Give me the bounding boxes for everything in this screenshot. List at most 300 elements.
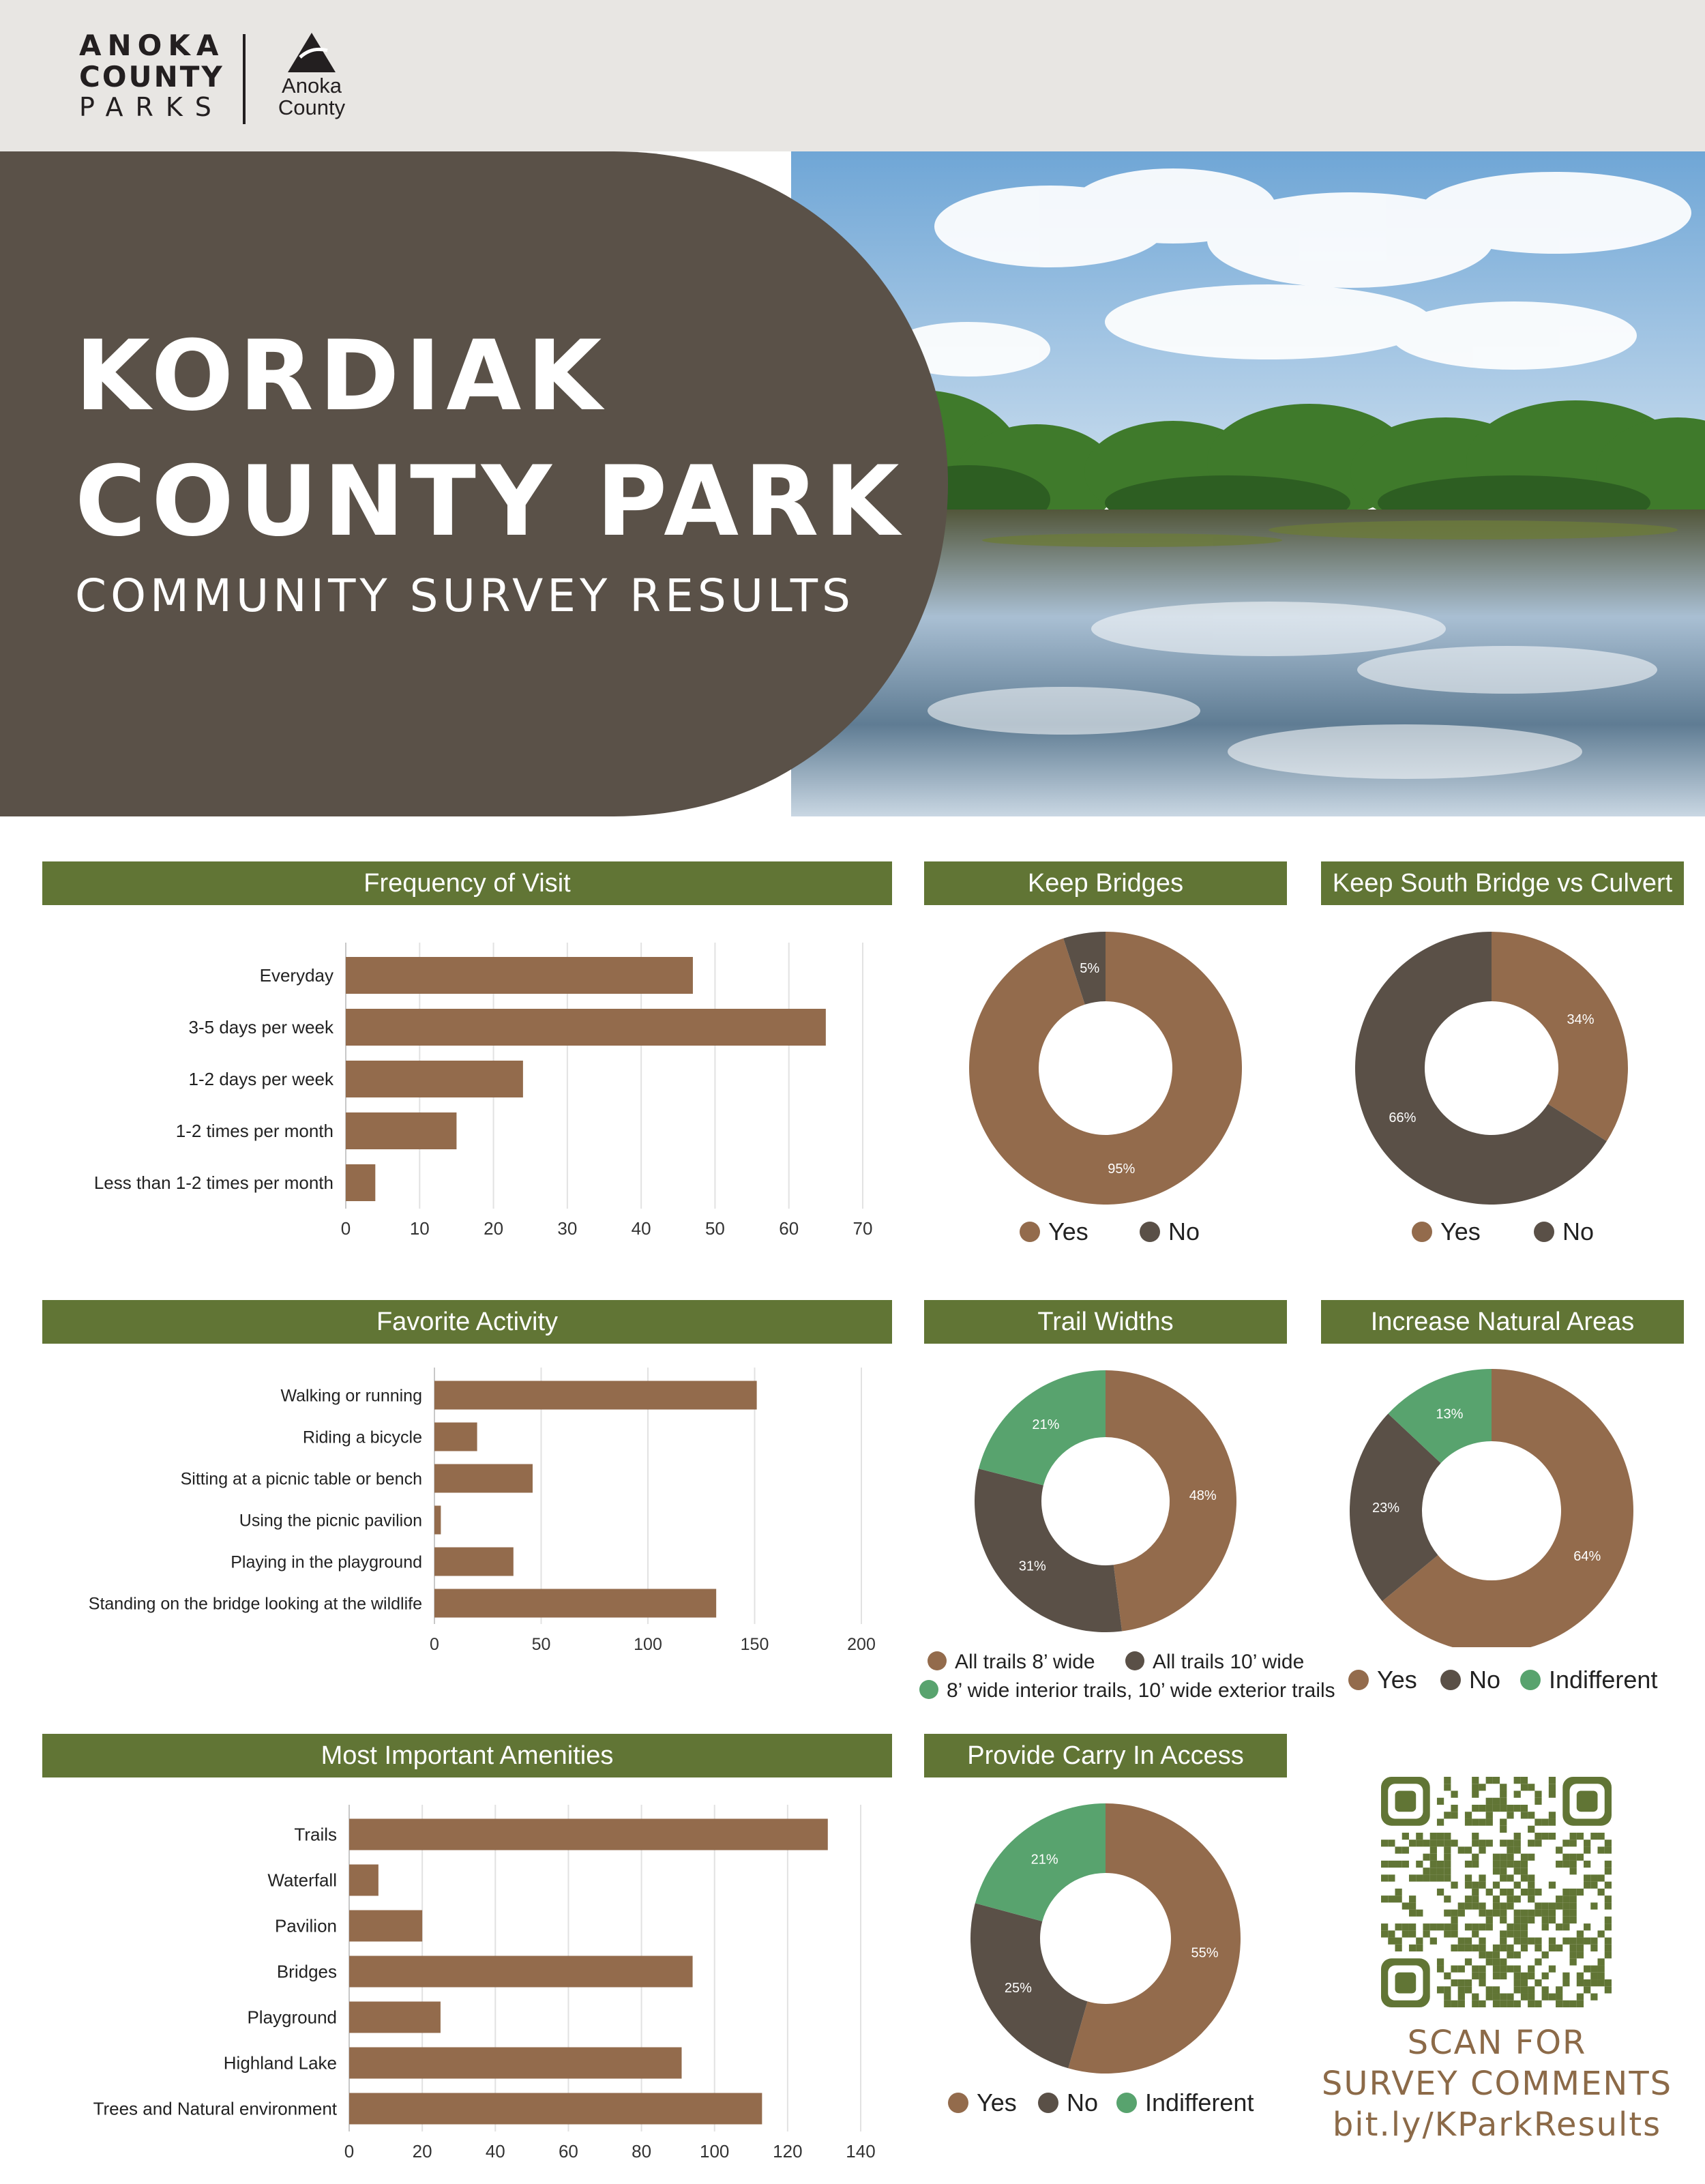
x-tick-label: 100 — [700, 2141, 730, 2161]
legend-label: No — [1562, 1218, 1595, 1245]
qr-module — [1514, 1790, 1521, 1797]
qr-module — [1598, 1958, 1605, 1965]
qr-module — [1514, 1930, 1521, 1937]
amenities-header: Most Important Amenities — [42, 1734, 892, 1777]
qr-module — [1444, 2001, 1451, 2007]
qr-module — [1486, 1994, 1493, 2001]
qr-module — [1444, 1895, 1451, 1902]
qr-module — [1528, 1966, 1535, 1973]
qr-module — [1590, 1902, 1597, 1909]
legend-item-no — [1534, 1218, 1594, 1246]
legend-label: Yes — [1377, 1666, 1417, 1694]
qr-module — [1472, 1790, 1479, 1797]
qr-module — [1605, 1951, 1612, 1958]
bar — [349, 1865, 379, 1896]
frequency-header: Frequency of Visit — [42, 861, 892, 905]
qr-module — [1423, 1854, 1429, 1861]
qr-module — [1521, 1986, 1528, 1993]
bar — [434, 1548, 514, 1576]
qr-module — [1584, 1882, 1590, 1889]
qr-module — [1500, 1902, 1507, 1909]
qr-module — [1528, 1895, 1535, 1902]
qr-module — [1598, 1973, 1605, 1979]
qr-module — [1507, 1902, 1513, 1909]
qr-module — [1479, 1846, 1485, 1853]
qr-module — [1577, 1951, 1584, 1958]
qr-module — [1521, 1854, 1528, 1861]
qr-module — [1493, 1882, 1500, 1889]
x-tick-label: 60 — [779, 1218, 799, 1239]
qr-module — [1486, 1818, 1493, 1825]
qr-module — [1549, 1818, 1556, 1825]
qr-module — [1465, 1979, 1472, 1986]
qr-module — [1395, 1861, 1402, 1868]
qr-module — [1444, 1973, 1451, 1979]
qr-module — [1598, 1889, 1605, 1895]
qr-module — [1472, 2001, 1479, 2007]
qr-module — [1549, 1882, 1556, 1889]
x-tick-label: 50 — [705, 1218, 725, 1239]
qr-module — [1507, 1945, 1513, 1951]
qr-module — [1521, 1945, 1528, 1951]
qr-module — [1577, 1854, 1584, 1861]
qr-module — [1472, 1805, 1479, 1812]
qr-code[interactable] — [1381, 1777, 1612, 2007]
qr-module — [1444, 1874, 1451, 1881]
x-tick-label: 150 — [740, 1635, 769, 1654]
qr-module — [1598, 1930, 1605, 1937]
category-label: Less than 1-2 times per month — [93, 1172, 333, 1193]
qr-module — [1535, 1818, 1541, 1825]
qr-module — [1528, 1973, 1535, 1979]
legend-dot-no — [1038, 2093, 1058, 2113]
qr-module — [1395, 1895, 1402, 1902]
bar — [434, 1589, 716, 1618]
qr-module — [1521, 1889, 1528, 1895]
qr-module — [1577, 1979, 1584, 1986]
qr-module — [1486, 1889, 1493, 1895]
qr-module — [1479, 1951, 1485, 1958]
qr-module — [1507, 1854, 1513, 1861]
qr-finder-eye — [1395, 1790, 1416, 1812]
qr-module — [1549, 1910, 1556, 1917]
x-tick-label: 0 — [430, 1635, 439, 1654]
qr-module — [1514, 1938, 1521, 1945]
qr-module — [1451, 1979, 1457, 1986]
qr-module — [1388, 1861, 1395, 1868]
qr-module — [1437, 1889, 1444, 1895]
qr-module — [1381, 1840, 1388, 1846]
qr-module — [1514, 1861, 1521, 1868]
qr-module — [1577, 1889, 1584, 1895]
qr-module — [1451, 1923, 1457, 1930]
qr-module — [1556, 1895, 1562, 1902]
qr-module — [1528, 1889, 1535, 1895]
qr-module — [1598, 1979, 1605, 1986]
qr-module — [1451, 1966, 1457, 1973]
qr-module — [1584, 1923, 1590, 1930]
qr-module — [1570, 1868, 1577, 1874]
qr-module — [1465, 1812, 1472, 1818]
qr-module — [1535, 1798, 1541, 1805]
legend-label: No — [1168, 1218, 1200, 1245]
qr-module — [1514, 1986, 1521, 1993]
qr-module — [1472, 1895, 1479, 1902]
category-label: Highland Lake — [223, 2052, 337, 2074]
qr-module — [1458, 1945, 1465, 1951]
qr-module — [1458, 1994, 1465, 2001]
qr-module — [1409, 1874, 1416, 1881]
legend-dot-mixed — [919, 1680, 938, 1699]
qr-module — [1542, 1994, 1549, 2001]
legend-item-indifferent — [1116, 2089, 1254, 2117]
qr-module — [1381, 1930, 1388, 1937]
qr-module — [1605, 1868, 1612, 1874]
qr-module — [1507, 1895, 1513, 1902]
qr-module — [1570, 1938, 1577, 1945]
logo-line-parks: PARKS — [79, 92, 224, 122]
qr-module — [1542, 1986, 1549, 1993]
bar — [349, 2048, 682, 2079]
qr-module — [1500, 1930, 1507, 1937]
qr-module — [1409, 1930, 1416, 1937]
carry-in-legend — [924, 2089, 1287, 2123]
qr-module — [1570, 1889, 1577, 1895]
legend-label: Indifferent — [1145, 2089, 1254, 2116]
natural-areas-donut — [1321, 1354, 1684, 1647]
qr-module — [1409, 1945, 1416, 1951]
category-label: Using the picnic pavilion — [239, 1511, 422, 1531]
category-label: Playground — [247, 2007, 337, 2028]
scan-caption — [1316, 2022, 1678, 2145]
qr-module — [1486, 1951, 1493, 1958]
qr-module — [1409, 1895, 1416, 1902]
category-label: 3-5 days per week — [188, 1017, 333, 1037]
qr-module — [1521, 1784, 1528, 1790]
qr-module — [1556, 1923, 1562, 1930]
qr-module — [1528, 1882, 1535, 1889]
qr-module — [1549, 1784, 1556, 1790]
legend-item-yes — [1020, 1218, 1088, 1246]
qr-module — [1500, 1818, 1507, 1825]
qr-module — [1444, 1986, 1451, 1993]
qr-module — [1444, 1840, 1451, 1846]
legend-label: All trails 8’ wide — [955, 1651, 1095, 1673]
legend-dot-indifferent — [1116, 2093, 1137, 2113]
qr-module — [1577, 2001, 1584, 2007]
slice-value-label: 95% — [1108, 1162, 1136, 1177]
qr-module — [1549, 1917, 1556, 1923]
x-tick-label: 200 — [847, 1635, 876, 1654]
mountain-icon — [288, 33, 336, 72]
qr-module — [1479, 1938, 1485, 1945]
qr-module — [1395, 1846, 1402, 1853]
qr-module — [1562, 1979, 1569, 1986]
qr-module — [1605, 1938, 1612, 1945]
keep-bridges-legend — [924, 1218, 1287, 1252]
qr-module — [1556, 1994, 1562, 2001]
qr-module — [1542, 1917, 1549, 1923]
category-label: Everyday — [259, 965, 333, 986]
qr-module — [1549, 1938, 1556, 1945]
qr-module — [1521, 1874, 1528, 1881]
qr-module — [1556, 1902, 1562, 1909]
legend-dot-indifferent — [1520, 1670, 1541, 1690]
qr-module — [1500, 1790, 1507, 1797]
qr-module — [1584, 1979, 1590, 1986]
qr-module — [1605, 1923, 1612, 1930]
qr-module — [1562, 1902, 1569, 1909]
qr-module — [1521, 1979, 1528, 1986]
qr-module — [1444, 1854, 1451, 1861]
qr-module — [1409, 1902, 1416, 1909]
qr-module — [1395, 1889, 1402, 1895]
qr-module — [1528, 1986, 1535, 1993]
qr-module — [1500, 1826, 1507, 1833]
qr-module — [1542, 1973, 1549, 1979]
qr-module — [1402, 1846, 1409, 1853]
qr-module — [1590, 1966, 1597, 1973]
qr-module — [1605, 1979, 1612, 1986]
x-tick-label: 20 — [484, 1218, 504, 1239]
legend-dot-10ft — [1125, 1651, 1144, 1670]
qr-module — [1605, 1895, 1612, 1902]
qr-module — [1521, 1777, 1528, 1784]
qr-module — [1549, 1777, 1556, 1784]
qr-module — [1493, 1902, 1500, 1909]
south-bridge-header: Keep South Bridge vs Culvert — [1321, 861, 1684, 905]
qr-module — [1500, 1910, 1507, 1917]
category-label: Sitting at a picnic table or bench — [180, 1469, 422, 1489]
scan-line-2: SURVEY COMMENTS — [1321, 2065, 1673, 2103]
x-tick-label: 30 — [557, 1218, 578, 1239]
qr-module — [1521, 1910, 1528, 1917]
qr-module — [1402, 1930, 1409, 1937]
qr-module — [1493, 1966, 1500, 1973]
qr-module — [1486, 1812, 1493, 1818]
qr-module — [1535, 1979, 1541, 1986]
qr-module — [1549, 1833, 1556, 1840]
x-tick-label: 10 — [409, 1218, 430, 1239]
qr-module — [1570, 2001, 1577, 2007]
qr-module — [1395, 1938, 1402, 1945]
qr-module — [1479, 1840, 1485, 1846]
qr-module — [1590, 1945, 1597, 1951]
qr-module — [1577, 1973, 1584, 1979]
qr-module — [1493, 1994, 1500, 2001]
qr-module — [1493, 1777, 1500, 1784]
qr-finder-eye — [1395, 1973, 1416, 1994]
slice-value-label: 25% — [1004, 1981, 1032, 1996]
anoka-county-logo — [267, 33, 356, 128]
qr-module — [1437, 1840, 1444, 1846]
bar — [434, 1423, 477, 1451]
qr-module — [1395, 1923, 1402, 1930]
qr-module — [1528, 1840, 1535, 1846]
qr-module — [1570, 1917, 1577, 1923]
qr-module — [1430, 1923, 1437, 1930]
qr-module — [1562, 1917, 1569, 1923]
qr-module — [1514, 1979, 1521, 1986]
qr-module — [1535, 2001, 1541, 2007]
qr-module — [1562, 1861, 1569, 1868]
qr-module — [1416, 1874, 1423, 1881]
qr-module — [1542, 1923, 1549, 1930]
qr-module — [1493, 1973, 1500, 1979]
slice-value-label: 64% — [1573, 1548, 1601, 1564]
qr-module — [1430, 1868, 1437, 1874]
qr-module — [1590, 1882, 1597, 1889]
x-tick-label: 140 — [846, 2141, 876, 2161]
trail-widths-donut — [924, 1354, 1287, 1647]
legend-label: No — [1469, 1666, 1501, 1694]
qr-module — [1472, 1945, 1479, 1951]
qr-module — [1521, 1938, 1528, 1945]
qr-module — [1521, 1923, 1528, 1930]
qr-module — [1584, 1874, 1590, 1881]
qr-module — [1472, 1902, 1479, 1909]
qr-module — [1562, 1889, 1569, 1895]
qr-module — [1486, 1917, 1493, 1923]
qr-module — [1486, 1986, 1493, 1993]
qr-module — [1451, 1945, 1457, 1951]
qr-module — [1542, 1818, 1549, 1825]
qr-module — [1570, 1840, 1577, 1846]
qr-module — [1486, 1805, 1493, 1812]
qr-module — [1479, 1966, 1485, 1973]
qr-module — [1430, 1938, 1437, 1945]
qr-module — [1507, 1930, 1513, 1937]
qr-module — [1451, 1882, 1457, 1889]
activity-bar-chart — [42, 1361, 892, 1674]
qr-module — [1402, 1902, 1409, 1909]
qr-module — [1458, 1966, 1465, 1973]
qr-module — [1500, 2001, 1507, 2007]
qr-module — [1528, 2001, 1535, 2007]
qr-module — [1542, 1833, 1549, 1840]
qr-module — [1423, 1840, 1429, 1846]
qr-module — [1437, 1986, 1444, 1993]
x-tick-label: 0 — [344, 2141, 355, 2161]
qr-module — [1500, 1973, 1507, 1979]
qr-module — [1521, 1994, 1528, 2001]
bar — [349, 2093, 762, 2125]
qr-module — [1535, 1889, 1541, 1895]
county-logo-line1: Anoka — [282, 74, 342, 98]
qr-module — [1514, 1840, 1521, 1846]
category-label: Waterfall — [267, 1870, 337, 1891]
qr-module — [1479, 1874, 1485, 1881]
qr-module — [1577, 1938, 1584, 1945]
qr-module — [1493, 1854, 1500, 1861]
qr-module — [1437, 1958, 1444, 1965]
qr-module — [1514, 1777, 1521, 1784]
slice-value-label: 21% — [1032, 1417, 1060, 1433]
qr-module — [1416, 1861, 1423, 1868]
qr-module — [1472, 1854, 1479, 1861]
qr-module — [1381, 1895, 1388, 1902]
qr-module — [1486, 1923, 1493, 1930]
qr-module — [1500, 1798, 1507, 1805]
qr-module — [1556, 2001, 1562, 2007]
qr-module — [1514, 2001, 1521, 2007]
qr-module — [1521, 1812, 1528, 1818]
qr-module — [1507, 1812, 1513, 1818]
qr-module — [1381, 1874, 1388, 1881]
legend-item-8ft — [928, 1651, 1095, 1674]
qr-module — [1507, 1805, 1513, 1812]
qr-module — [1430, 1846, 1437, 1853]
qr-module — [1423, 1930, 1429, 1937]
qr-module — [1437, 1874, 1444, 1881]
qr-module — [1437, 1966, 1444, 1973]
category-label: Standing on the bridge looking at the wildlife — [88, 1594, 422, 1614]
x-tick-label: 40 — [485, 2141, 505, 2161]
qr-module — [1549, 1902, 1556, 1909]
qr-module — [1451, 1812, 1457, 1818]
legend-dot-8ft — [928, 1651, 947, 1670]
qr-module — [1549, 1994, 1556, 2001]
qr-module — [1458, 1986, 1465, 1993]
legend-dot-no — [1534, 1222, 1554, 1242]
qr-module — [1458, 1846, 1465, 1853]
legend-item-10ft — [1125, 1651, 1304, 1674]
qr-module — [1577, 1833, 1584, 1840]
qr-module — [1472, 1882, 1479, 1889]
qr-module — [1556, 1986, 1562, 1993]
qr-module — [1451, 1930, 1457, 1937]
legend-label: Yes — [977, 2089, 1017, 2116]
qr-module — [1500, 1805, 1507, 1812]
qr-module — [1493, 1868, 1500, 1874]
qr-module — [1451, 1840, 1457, 1846]
scan-url[interactable]: bit.ly/KParkResults — [1332, 2106, 1662, 2144]
anoka-county-parks-logo — [79, 31, 224, 120]
qr-module — [1507, 1923, 1513, 1930]
category-label: 1-2 days per week — [188, 1069, 333, 1089]
qr-module — [1500, 1958, 1507, 1965]
qr-module — [1562, 2001, 1569, 2007]
qr-module — [1521, 1917, 1528, 1923]
qr-module — [1605, 1945, 1612, 1951]
qr-module — [1451, 1805, 1457, 1812]
qr-module — [1395, 1945, 1402, 1951]
legend-label: Yes — [1048, 1218, 1088, 1245]
qr-module — [1479, 1923, 1485, 1930]
qr-module — [1500, 1854, 1507, 1861]
qr-module — [1479, 1973, 1485, 1979]
qr-module — [1570, 1861, 1577, 1868]
county-logo-line2: County — [278, 95, 346, 119]
scan-line-1: SCAN FOR — [1407, 2024, 1587, 2062]
qr-module — [1465, 1874, 1472, 1881]
qr-module — [1416, 1945, 1423, 1951]
qr-module — [1514, 1846, 1521, 1853]
qr-module — [1500, 1938, 1507, 1945]
x-tick-label: 70 — [853, 1218, 873, 1239]
qr-module — [1507, 1846, 1513, 1853]
qr-module — [1521, 1973, 1528, 1979]
legend-dot-yes — [1348, 1670, 1369, 1690]
qr-module — [1444, 1910, 1451, 1917]
qr-module — [1486, 1777, 1493, 1784]
qr-module — [1570, 1833, 1577, 1840]
qr-module — [1528, 1917, 1535, 1923]
category-label: Trails — [294, 1824, 337, 1845]
qr-module — [1493, 1910, 1500, 1917]
amenities-bar-chart — [42, 1794, 892, 2184]
logo-line-anoka: ANOKA — [79, 29, 225, 62]
